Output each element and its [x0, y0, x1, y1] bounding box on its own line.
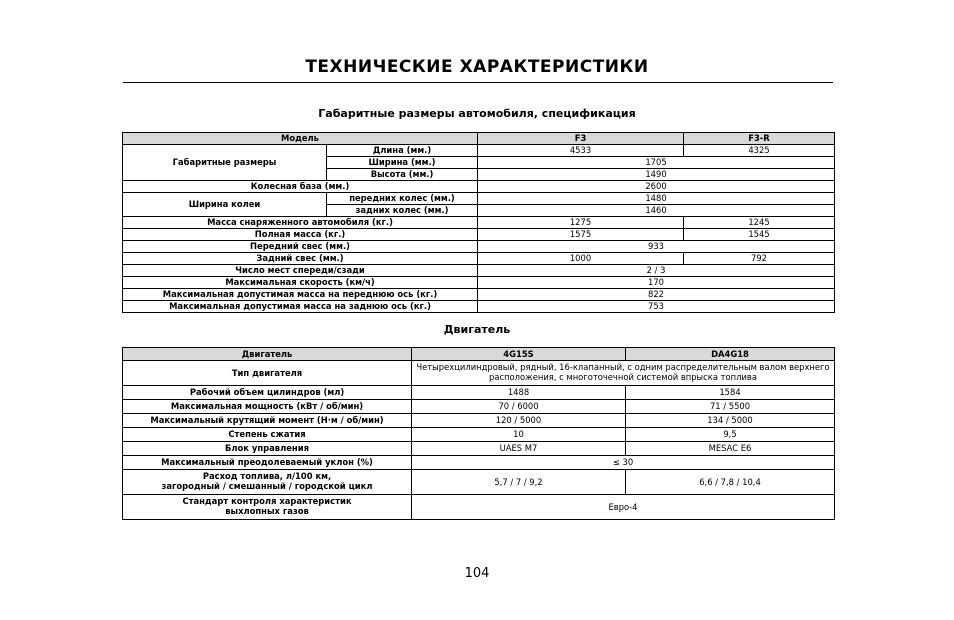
- table-row: [123, 414, 835, 428]
- cell-grade: ≤ 30: [412, 456, 835, 470]
- title-divider: [123, 82, 833, 83]
- cell-seats: 2 / 3: [478, 265, 835, 277]
- cell-width: 1705: [478, 157, 835, 169]
- row-label-length: Длина (мм.): [327, 145, 478, 157]
- cell-engine-type: Четырехцилиндровый, рядный, 16-клапанный, с одним распределительным валом верхнего расположения, с многоточечной системой впрыска топлива: [412, 361, 835, 386]
- table-row: [123, 428, 835, 442]
- table-row: [123, 277, 835, 289]
- table-row: [123, 253, 835, 265]
- row-label-emission-line2: выхлопных газов: [225, 506, 309, 516]
- row-label-front-overhang: Передний свес (мм.): [123, 241, 478, 253]
- engine-table: [122, 347, 835, 520]
- cell-emission: Евро-4: [412, 495, 835, 520]
- cell-front-axle: 822: [478, 289, 835, 301]
- dimensions-heading: Габаритные размеры автомобиля, спецификация: [318, 107, 636, 120]
- table-row: [123, 456, 835, 470]
- row-label-grade: Максимальный преодолеваемый уклон (%): [123, 456, 412, 470]
- cell-track-rear: 1460: [478, 205, 835, 217]
- cell-displacement-da4g18: 1584: [626, 386, 835, 400]
- row-label-curb-mass: Масса снаряженного автомобиля (кг.): [123, 217, 478, 229]
- cell-height: 1490: [478, 169, 835, 181]
- row-label-emission: [123, 495, 412, 520]
- table-row: [123, 229, 835, 241]
- table-row: [123, 289, 835, 301]
- column-header-da4g18: DA4G18: [626, 348, 835, 361]
- engine-heading: Двигатель: [443, 323, 511, 336]
- row-label-track-rear: задних колес (мм.): [327, 205, 478, 217]
- row-label-width: Ширина (мм.): [327, 157, 478, 169]
- cell-rear-overhang-f3r: 792: [684, 253, 835, 265]
- engine-header: Двигатель: [123, 348, 412, 361]
- cell-compression-da4g18: 9,5: [626, 428, 835, 442]
- table-row: [123, 470, 835, 495]
- row-label-track-front: передних колес (мм.): [327, 193, 478, 205]
- cell-compression-4g15s: 10: [412, 428, 626, 442]
- cell-ecu-4g15s: UAES M7: [412, 442, 626, 456]
- table-row: [123, 495, 835, 520]
- cell-track-front: 1480: [478, 193, 835, 205]
- column-header-4g15s: 4G15S: [412, 348, 626, 361]
- table-row: [123, 386, 835, 400]
- row-label-engine-type: Тип двигателя: [123, 361, 412, 386]
- cell-displacement-4g15s: 1488: [412, 386, 626, 400]
- table-row: [123, 348, 835, 361]
- cell-gross-mass-f3r: 1545: [684, 229, 835, 241]
- table-row: [123, 265, 835, 277]
- row-label-gross-mass: Полная масса (кг.): [123, 229, 478, 241]
- cell-curb-mass-f3r: 1245: [684, 217, 835, 229]
- row-label-fuel-line2: загородный / смешанный / городской цикл: [161, 481, 373, 491]
- cell-curb-mass-f3: 1275: [478, 217, 684, 229]
- cell-fuel-4g15s: 5,7 / 7 / 9,2: [412, 470, 626, 495]
- table-row: [123, 442, 835, 456]
- table-row: [123, 181, 835, 193]
- row-label-displacement: Рабочий объем цилиндров (мл): [123, 386, 412, 400]
- cell-gross-mass-f3: 1575: [478, 229, 684, 241]
- row-label-torque: Максимальный крутящий момент (Н·м / об/мин): [123, 414, 412, 428]
- table-row: [123, 241, 835, 253]
- row-label-emission-line1: Стандарт контроля характеристик: [182, 496, 352, 507]
- dimensions-table: [122, 132, 835, 313]
- cell-rear-axle: 753: [478, 301, 835, 313]
- group-label-track: Ширина колеи: [123, 193, 327, 217]
- row-label-fuel-line1: Расход топлива, л/100 км,: [202, 471, 332, 482]
- cell-power-da4g18: 71 / 5500: [626, 400, 835, 414]
- column-header-f3r: F3-R: [684, 133, 835, 145]
- table-row: [123, 301, 835, 313]
- row-label-fuel: [123, 470, 412, 495]
- table-row: [123, 145, 835, 157]
- column-header-f3: F3: [478, 133, 684, 145]
- row-label-power: Максимальная мощность (кВт / об/мин): [123, 400, 412, 414]
- row-label-compression: Степень сжатия: [123, 428, 412, 442]
- row-label-height: Высота (мм.): [327, 169, 478, 181]
- cell-torque-da4g18: 134 / 5000: [626, 414, 835, 428]
- row-label-max-speed: Максимальная скорость (км/ч): [123, 277, 478, 289]
- cell-max-speed: 170: [478, 277, 835, 289]
- cell-rear-overhang-f3: 1000: [478, 253, 684, 265]
- table-row: [123, 361, 835, 386]
- table-row: [123, 133, 835, 145]
- cell-power-4g15s: 70 / 6000: [412, 400, 626, 414]
- cell-front-overhang: 933: [478, 241, 835, 253]
- row-label-ecu: Блок управления: [123, 442, 412, 456]
- row-label-front-axle: Максимальная допустимая масса на переднюю ось (кг.): [123, 289, 478, 301]
- group-label-dimensions: Габаритные размеры: [123, 145, 327, 181]
- page-number: 104: [464, 566, 490, 581]
- row-label-rear-axle: Максимальная допустимая масса на заднюю ось (кг.): [123, 301, 478, 313]
- row-label-seats: Число мест спереди/сзади: [123, 265, 478, 277]
- cell-ecu-da4g18: MESAC E6: [626, 442, 835, 456]
- model-header: Модель: [123, 133, 478, 145]
- cell-length-f3: 4533: [478, 145, 684, 157]
- table-row: [123, 193, 835, 205]
- cell-length-f3r: 4325: [684, 145, 835, 157]
- table-row: [123, 400, 835, 414]
- row-label-wheelbase: Колесная база (мм.): [123, 181, 478, 193]
- cell-torque-4g15s: 120 / 5000: [412, 414, 626, 428]
- cell-wheelbase: 2600: [478, 181, 835, 193]
- row-label-rear-overhang: Задний свес (мм.): [123, 253, 478, 265]
- page-title: ТЕХНИЧЕСКИЕ ХАРАКТЕРИСТИКИ: [305, 57, 649, 77]
- cell-fuel-da4g18: 6,6 / 7,8 / 10,4: [626, 470, 835, 495]
- table-row: [123, 217, 835, 229]
